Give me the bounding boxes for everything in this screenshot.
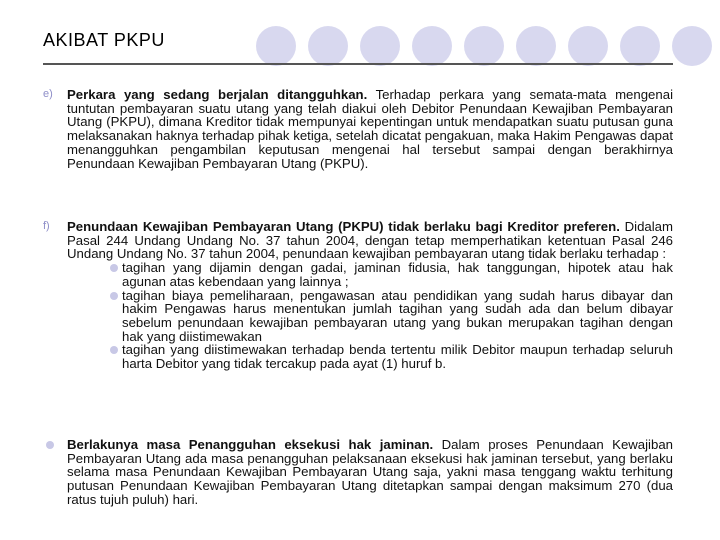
bullet-item: [67, 289, 673, 344]
bullet-text: tagihan yang dijamin dengan gadai, jaminan fidusia, hak tanggungan, hipotek atau hak agunan atas kebendaan yang lainnya ;: [122, 260, 673, 289]
section-e-body: [67, 88, 673, 170]
section-e: [43, 88, 673, 170]
bullet-text: tagihan yang diistimewakan terhadap benda tertentu milik Debitor maupun terhadap seluruh harta Debitor yang tidak tercakup pada ayat (1) huruf b.: [122, 342, 673, 372]
section-e-marker: e): [43, 88, 53, 100]
section-f-marker: f): [43, 220, 50, 232]
decor-circle: [256, 26, 296, 66]
bullet-item: [67, 343, 673, 370]
decor-circle: [360, 26, 400, 66]
section-e-text: Terhadap perkara yang semata-mata mengenai tuntutan pembayaran suatu utang yang telah diakui oleh Debitor Penundaan Kewajiban Pembayaran Utang (PKPU), dimana Kreditor tidak mempunyai kepentingan untuk mendapatkan suatu putusan guna melaksanakan haknya terhadap pihak ketiga, setelah dicatat pengakuan, maka Hakim Pengawas dapat menangguhkan pengambilan keputusan mengenai hal tersebut sampai dengan berakhirnya Penundaan Kewajiban Pembayaran Utang (PKPU).: [67, 87, 673, 171]
section-f-text: Didalam Pasal 244 Undang Undang No. 37 tahun 2004, dengan tetap memperhatikan ketentuan Pasal 246 Undang Undang No. 37 tahun 2004, penundaan kewajiban pembayaran utang tidak berlaku terhadap :: [67, 219, 673, 262]
bullet-dot-icon: [46, 441, 54, 449]
decor-circle: [464, 26, 504, 66]
decor-circle: [568, 26, 608, 66]
bullet-item: [67, 261, 673, 288]
section-g-heading: Berlakunya masa Penangguhan eksekusi hak jaminan.: [67, 437, 434, 452]
slide-title: AKIBAT PKPU: [43, 30, 165, 50]
decorative-circles: [256, 26, 716, 76]
bullet-dot-icon: [110, 346, 118, 354]
section-g-body: [67, 438, 673, 507]
section-f-heading: Penundaan Kewajiban Pembayaran Utang (PKPU) tidak berlaku bagi Kreditor preferen.: [67, 219, 620, 234]
decor-circle: [620, 26, 660, 66]
bullet-text: tagihan biaya pemeliharaan, pengawasan atau pendidikan yang sudah harus dibayar dan hakim Pengawas harus menentukan jumlah tagihan yang sudah ada dan belum dibayar sebelum penundaan kewajiban pembayaran utang yang bukan merupakan tagihan dengan hak yang diistimewakan: [122, 287, 673, 344]
title-divider: [43, 63, 673, 65]
decor-circle: [412, 26, 452, 66]
section-f-body: [67, 220, 673, 261]
decor-circle: [672, 26, 712, 66]
section-g-text: Dalam proses Penundaan Kewajiban Pembayaran Utang ada masa penangguhan pelaksanaan eksekusi hak jaminan tersebut, yang berlaku selama masa Penundaan Kewajiban Pembayaran Utang saja, yakni masa tenggang waktu terhitung putusan Penundaan Kewajiban Pembayaran Utang ditetapkan sampai dengan maksimum 270 (dua ratus tujuh puluh) hari.: [67, 437, 673, 507]
decor-circle: [308, 26, 348, 66]
decor-circle: [516, 26, 556, 66]
section-f: [43, 220, 673, 371]
section-g: [43, 438, 673, 507]
section-e-heading: Perkara yang sedang berjalan ditangguhkan.: [67, 87, 368, 102]
bullet-dot-icon: [110, 264, 118, 272]
bullet-dot-icon: [110, 292, 118, 300]
